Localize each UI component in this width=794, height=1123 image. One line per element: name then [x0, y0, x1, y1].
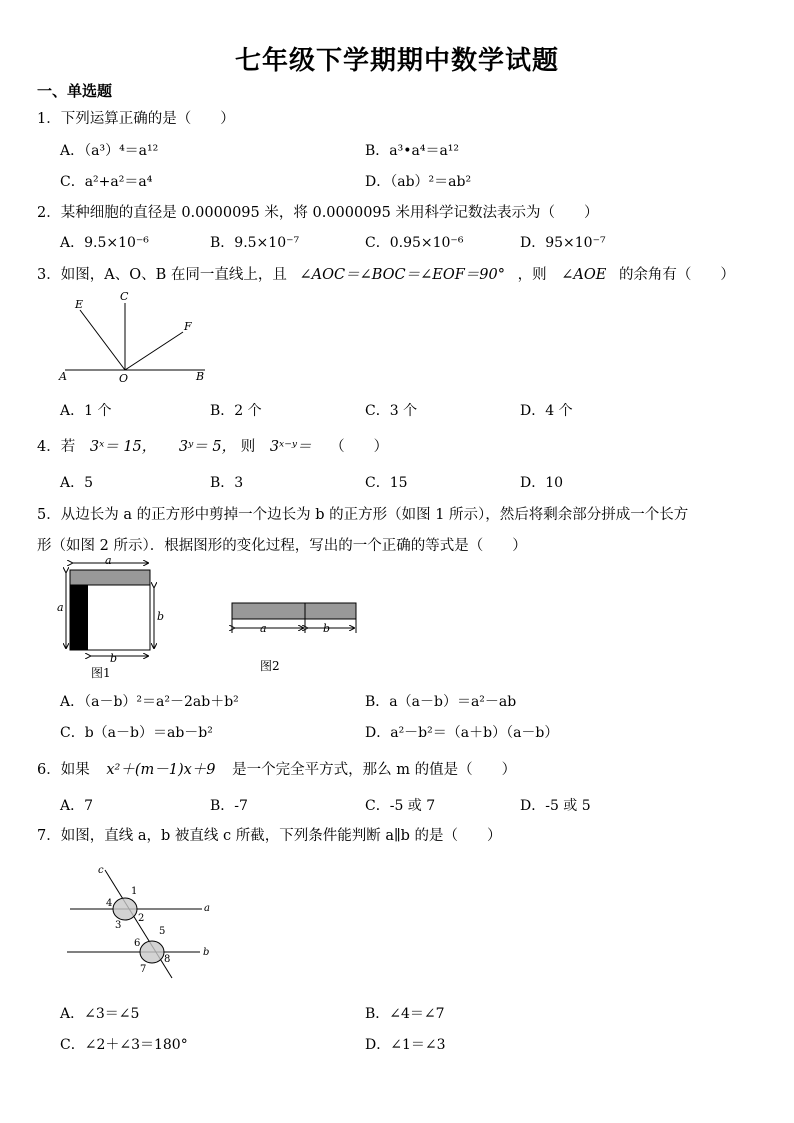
q3-angle: ∠AOE [561, 267, 607, 283]
question-5-line-2: 形（如图 2 所示）．根据图形的变化过程，写出的一个正确的等式是（ ） [37, 538, 527, 554]
q3-prefix: 3．如图，A、O、B 在同一直线上，且 [37, 267, 287, 283]
q4-formula-1: 3ˣ＝ 15， [89, 439, 157, 455]
q4-formula-3: 3ˣ⁻ʸ＝ [269, 439, 312, 455]
q3-option-c[interactable]: C．3 个 [365, 403, 418, 419]
angle-8: 8 [164, 954, 171, 965]
q2-option-b[interactable]: B．9.5×10⁻⁷ [210, 235, 300, 251]
question-7: 7．如图，直线 a，b 被直线 c 所截，下列条件能判断 a∥b 的是（ ） [37, 828, 502, 844]
q5-option-d[interactable]: D．a²－b²＝（a＋b）（a－b） [365, 725, 559, 741]
q6-formula: x²＋(m－1)x＋9 [106, 762, 216, 778]
q3-option-d[interactable]: D．4 个 [520, 403, 573, 419]
q1-option-c[interactable]: C．a²+a²＝a⁴ [60, 174, 153, 190]
label-B: B [196, 370, 205, 383]
q5-option-c[interactable]: C．b（a－b）＝ab－b² [60, 725, 213, 741]
fig1-label-b-bottom: b [110, 652, 118, 665]
fig1-label-b-right: b [157, 610, 165, 623]
angle-2: 2 [138, 913, 145, 924]
angle-3: 3 [115, 920, 122, 931]
label-O: O [119, 372, 129, 385]
label-A: A [59, 370, 67, 383]
q4-then: 则 [240, 439, 256, 455]
question-1: 1．下列运算正确的是（ ） [37, 111, 235, 127]
q1-option-a[interactable]: A．（a³）⁴＝a¹² [60, 143, 159, 159]
q5-figures [55, 556, 375, 681]
question-4 [37, 435, 388, 456]
q7-option-a[interactable]: A．∠3＝∠5 [60, 1006, 140, 1022]
angle-4: 4 [106, 898, 113, 909]
q3-formula: ∠AOC＝∠BOC＝∠EOF＝90° [299, 267, 506, 283]
q3-middle: ，则 [517, 267, 547, 283]
q7-option-b[interactable]: B．∠4＝∠7 [365, 1006, 445, 1022]
q5-option-a[interactable]: A．（a－b）²＝a²－2ab＋b² [60, 694, 239, 710]
q4-option-b[interactable]: B．3 [210, 475, 244, 491]
page-title: 七年级下学期期中数学试题 [234, 46, 559, 76]
fig1-label-a-left: a [57, 601, 64, 614]
q3-figure [55, 288, 215, 386]
q4-formula-2: 3ʸ＝ 5， [178, 439, 237, 455]
label-a: a [204, 903, 210, 914]
label-c: c [98, 865, 104, 876]
q6-option-d[interactable]: D．-5 或 5 [520, 798, 591, 814]
q3-option-a[interactable]: A．1 个 [60, 403, 112, 419]
q4-suffix: （ ） [330, 439, 389, 455]
label-b: b [203, 947, 210, 958]
fig1-caption: 图1 [91, 666, 111, 680]
q6-prefix: 6．如果 [37, 762, 90, 778]
q6-option-c[interactable]: C．-5 或 7 [365, 798, 436, 814]
fig1-label-a-top: a [105, 556, 112, 567]
q4-option-a[interactable]: A．5 [60, 475, 94, 491]
q6-option-a[interactable]: A．7 [60, 798, 94, 814]
q2-option-d[interactable]: D．95×10⁻⁷ [520, 235, 606, 251]
q7-figure [60, 858, 220, 980]
q2-option-a[interactable]: A．9.5×10⁻⁶ [60, 235, 149, 251]
angle-1: 1 [131, 886, 138, 897]
q5-option-b[interactable]: B．a（a－b）＝a²－ab [365, 694, 517, 710]
angle-5: 5 [159, 926, 166, 937]
section-heading: 一、单选题 [37, 82, 113, 100]
q1-option-d[interactable]: D．（ab）²＝ab² [365, 174, 472, 190]
q4-option-c[interactable]: C．15 [365, 475, 408, 491]
fig2-label-b: b [323, 622, 331, 635]
label-F: F [184, 320, 192, 333]
q2-option-c[interactable]: C．0.95×10⁻⁶ [365, 235, 464, 251]
q4-prefix: 4．若 [37, 439, 76, 455]
question-6 [37, 758, 516, 779]
q7-option-d[interactable]: D．∠1＝∠3 [365, 1037, 446, 1053]
label-E: E [75, 298, 84, 311]
angle-6: 6 [134, 938, 141, 949]
q7-option-c[interactable]: C．∠2＋∠3＝180° [60, 1037, 188, 1053]
question-3 [37, 263, 735, 284]
q1-option-b[interactable]: B．a³•a⁴＝a¹² [365, 143, 460, 159]
fig2-caption: 图2 [260, 659, 280, 673]
angle-7: 7 [140, 964, 147, 975]
q6-suffix: 是一个完全平方式，那么 m 的值是（ ） [232, 762, 517, 778]
q3-suffix: 的余角有（ ） [618, 267, 735, 283]
label-C: C [120, 290, 129, 303]
question-5-line-1: 5．从边长为 a 的正方形中剪掉一个边长为 b 的正方形（如图 1 所示），然后将剩余部分拼成一个长方 [37, 507, 689, 523]
fig2-label-a: a [260, 622, 267, 635]
q4-option-d[interactable]: D．10 [520, 475, 564, 491]
question-2: 2．某种细胞的直径是 0.0000095 米，将 0.0000095 米用科学记数法表示为（ ） [37, 205, 599, 221]
q3-option-b[interactable]: B．2 个 [210, 403, 262, 419]
q6-option-b[interactable]: B．-7 [210, 798, 248, 814]
